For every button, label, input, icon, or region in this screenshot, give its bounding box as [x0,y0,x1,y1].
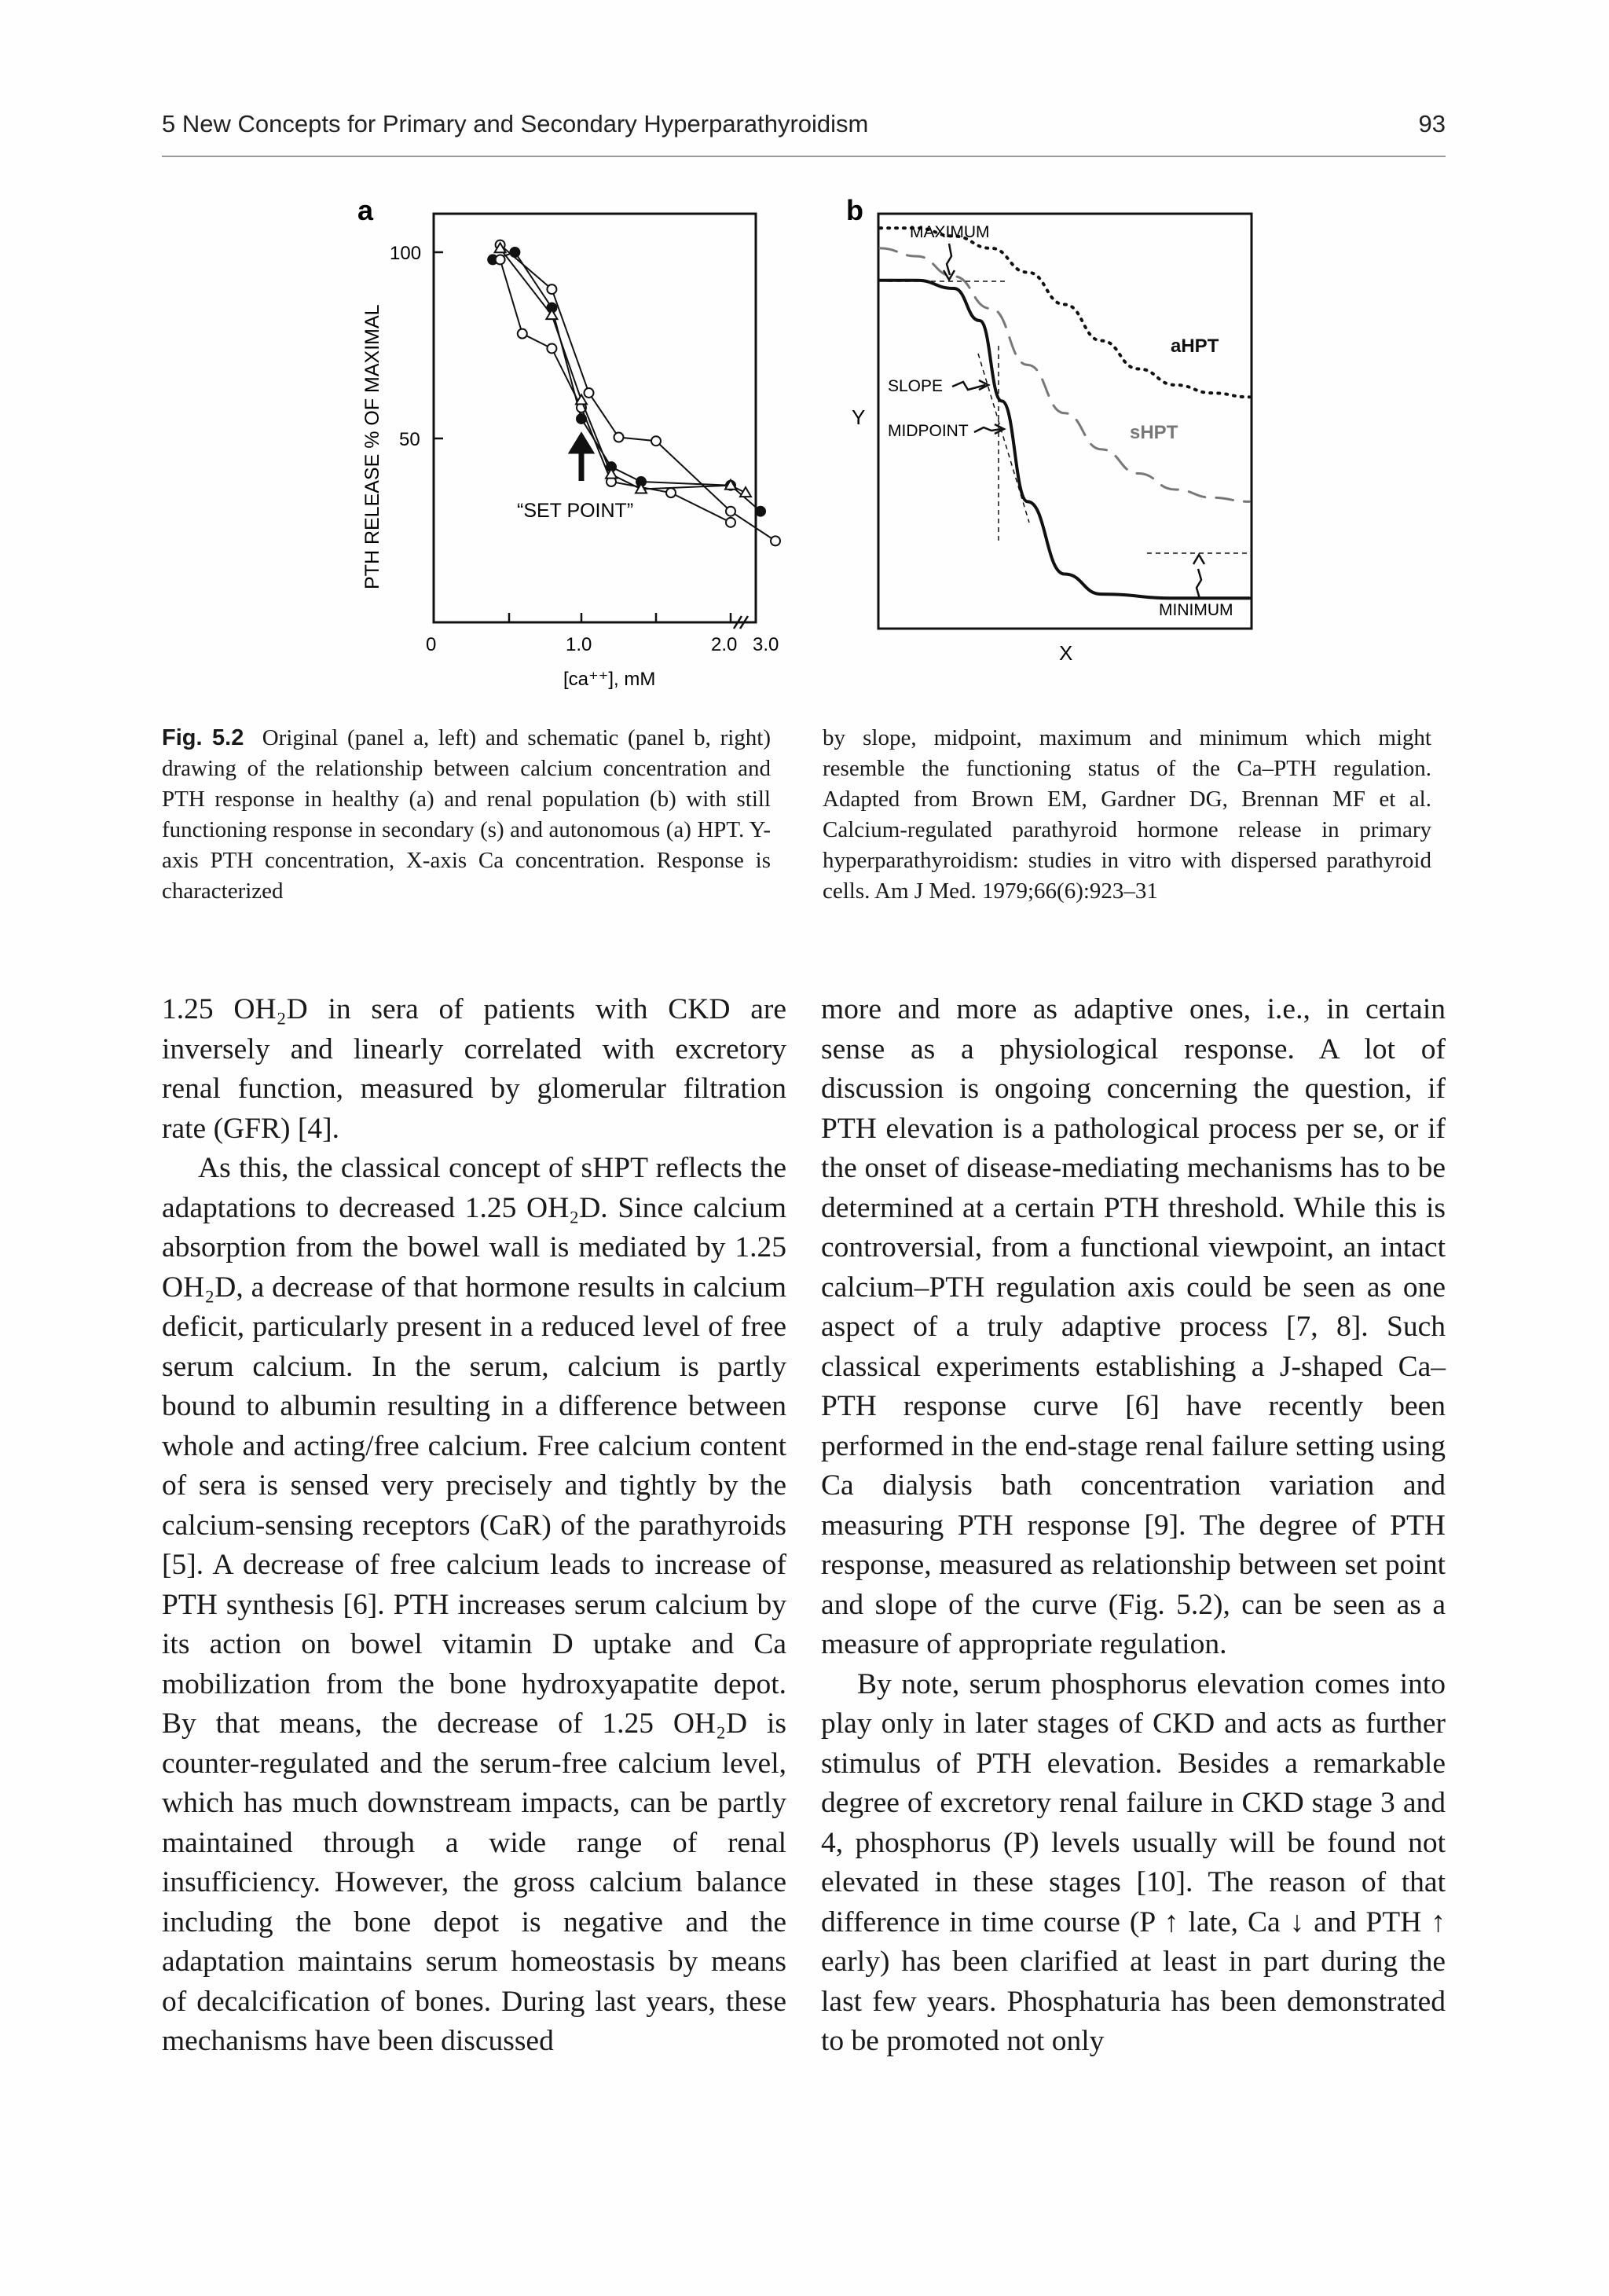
caption-label: Fig. 5.2 [162,725,244,750]
maximum-label: MAXIMUM [910,223,990,241]
maximum-arrow [944,244,955,280]
panel-b-xlabel: X [1059,641,1073,665]
series-line [500,245,775,541]
set-point-label: “SET POINT” [517,500,634,522]
panel-b-data [880,228,1249,598]
figure-svg [346,189,1273,715]
data-point [518,329,527,339]
panel-b-frame [878,214,1252,629]
paragraph: By note, serum phosphorus elevation comes into play only in later stages of CKD and acts as further stimulus of PTH elevation. Besides a remarkable degree of excretory renal failure in CKD stage 3 and 4, phosphorus (P) levels usually will be found not elevated in these stages [10]. The reason of that difference in time course (P ↑ late, Ca ↓ and PTH ↑ early) has been clarified at least in part during the last few years. Phosphaturia has been demonstrated to be promoted not only [821,1667,1446,2057]
panel-b-label: b [846,194,863,226]
data-point [547,284,556,294]
data-point [726,518,735,527]
figure-5-2 [346,189,1273,715]
caption-text-right: by slope, midpoint, maximum and minimum which might resemble the functioning status of the Ca–PTH regulation. Adapted from Brown EM, Gardner DG, Brennan MF et al. Calcium-regulated parathyroid hormone release in primary hyperparathyroidism: studies in vitro with dispersed parathyroid cells. Am J Med. 1979;66(6):923–31 [823,725,1431,904]
panel-a-label: a [357,194,374,226]
body-column-left [162,990,786,2062]
page-number: 93 [1418,110,1446,138]
ytick-label-100: 100 [390,243,422,264]
ahpt-label: aHPT [1171,336,1219,357]
data-point [651,436,661,446]
curve-shpt [880,248,1249,502]
data-point [585,388,594,398]
shpt-label: sHPT [1130,422,1178,443]
panel-a-frame [434,214,756,622]
minimum-label: MINIMUM [1159,601,1233,619]
data-point [666,488,676,497]
panel-a-ylabel: PTH RELEASE % OF MAXIMAL [361,304,383,589]
midpoint-arrow [974,424,1004,434]
caption-text-left: Original (panel a, left) and schematic (panel b, right) drawing of the relationship between calcium concentration and PTH response in healthy (a) and renal population (b) with still functioning response in secondary (s) and autonomous (a) HPT. Y-axis PTH concentration, X-axis Ca concentration. Response is characterized [162,725,772,904]
data-point [756,507,765,516]
data-point [547,343,556,353]
data-point [496,255,505,264]
curve-ahpt [880,228,1249,397]
running-header [162,110,1446,148]
slope-label: SLOPE [888,377,944,395]
ytick-label-50: 50 [399,429,420,450]
spacer [995,264,1006,281]
data-point [771,536,780,545]
body-column-right [821,990,1446,2062]
minimum-arrow [1193,555,1204,599]
panel-a [357,194,780,690]
paragraph: 1.25 OH₂D in sera of patients with CKD are inversely and linearly correlated with excretory renal function, measured by glomerular filtration rate (GFR) [4]. [162,993,786,1145]
panel-b-ylabel: Y [852,405,866,429]
figure-caption-right [823,723,1431,907]
midpoint-label: MIDPOINT [888,422,969,440]
chapter-title: 5 New Concepts for Primary and Secondary Hyperparathyroidism [162,110,869,138]
xtick-label-1.0: 1.0 [566,634,592,655]
figure-caption-left [162,723,771,907]
paragraph: As this, the classical concept of sHPT reflects the adaptations to decreased 1.25 OH₂D. Since calcium absorption from the bowel wall is mediated by 1.25 OH₂D, a decrease of that hormone results in calcium deficit, particularly present in a reduced level of free serum calcium. In the serum, calcium is partly bound to albumin resulting in a difference between whole and acting/free calcium. Free calcium content of sera is sensed very precisely and tightly by the calcium-sensing receptors (CaR) of the parathyroids [5]. A decrease of free calcium leads to increase of PTH synthesis [6]. PTH increases serum calcium by its action on bowel vitamin D uptake and Ca mobilization from the bone hydroxyapatite depot. By that means, the decrease of 1.25 OH₂D is counter-regulated and the serum-free calcium level, which has much downstream impacts, can be partly maintained through a wide range of renal insufficiency. However, the gross calcium balance including the bone depot is negative and the adaptation maintains serum homeostasis by means of decalcification of bones. During last years, these mechanisms have been discussed [162,1152,786,2057]
xtick-label-0: 0 [426,634,437,655]
header-rule [162,156,1446,157]
data-point [614,433,624,442]
xtick-label-3.0: 3.0 [753,634,779,655]
panel-a-xlabel: [ca⁺⁺], mM [563,669,656,690]
panel-b [846,194,1252,665]
data-point [740,487,751,497]
xtick-label-2.0: 2.0 [711,634,738,655]
data-point [726,507,735,516]
set-point-arrow [573,437,590,481]
slope-arrow [952,380,988,390]
paragraph: more and more as adaptive ones, i.e., in certain sense as a physiological response. A lot of discussion is ongoing concerning the question, if PTH elevation is a pathological process per se, or if the onset of disease-mediating mechanisms has to be determined at a certain PTH threshold. While this is controversial, from a functional viewpoint, an intact calcium–PTH regulation axis could be seen as one aspect of a truly adaptive process [7, 8]. Such classical experiments establishing a J-shaped Ca–PTH response curve [6] have recently been performed in the end-stage renal failure setting using Ca dialysis bath concentration variation and measuring PTH response [9]. The degree of PTH response, measured as relationship between set point and slope of the curve (Fig. 5.2), can be seen as a measure of appropriate regulation. [821,993,1446,1660]
slope-tangent [978,354,1029,523]
